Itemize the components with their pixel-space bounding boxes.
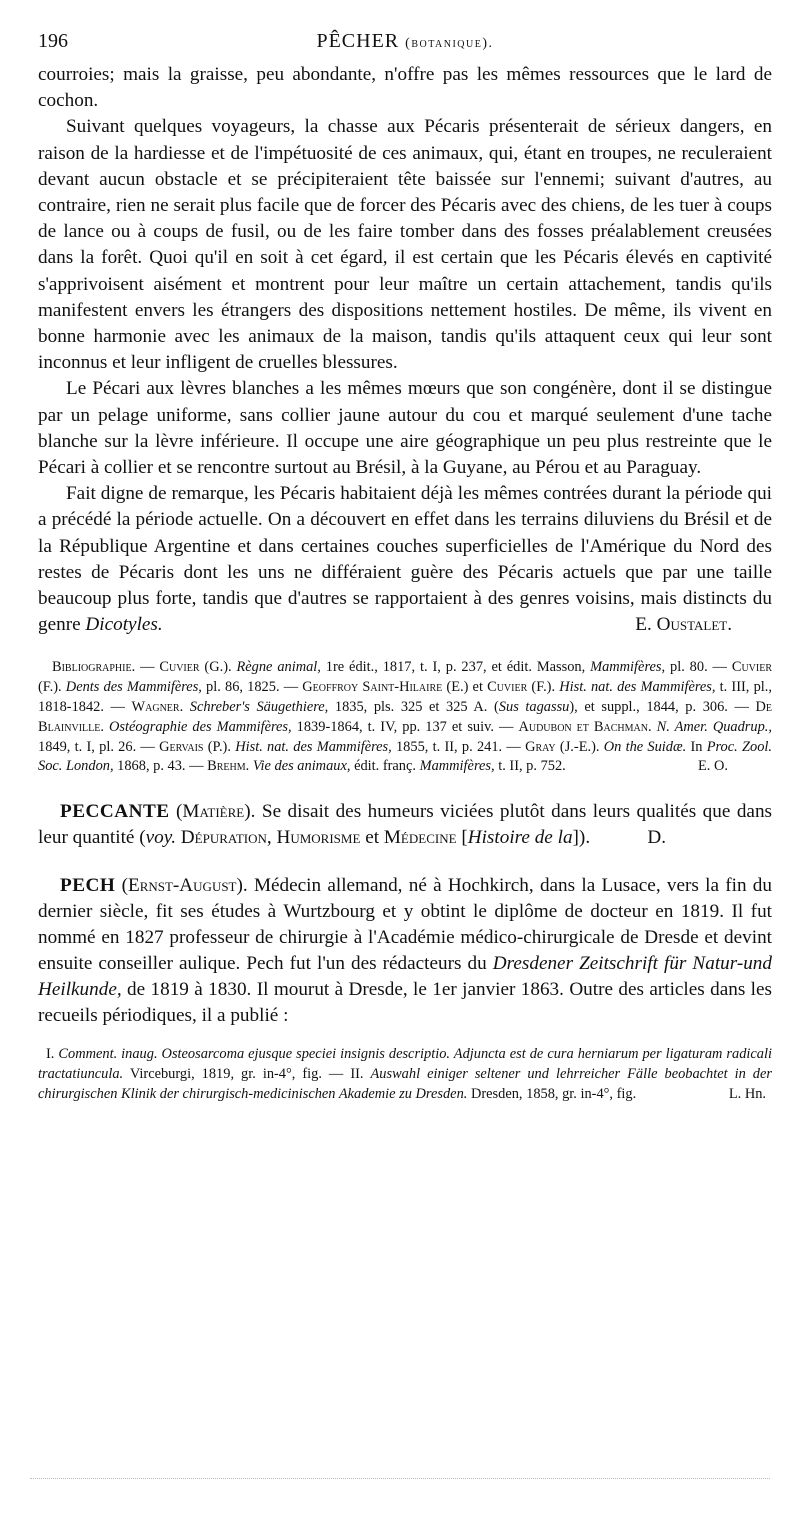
biblio-author: Gervais bbox=[159, 738, 204, 755]
biblio-author: Cuvier bbox=[159, 659, 200, 676]
entry-see: voy. bbox=[145, 827, 176, 849]
paragraph-3: Le Pécari aux lèvres blanches a les mêmes mœurs que son congénère, dont il se distingue par un pelage uniforme, sans collier jaune autour du cou et marqué seulement d'une tache blanche sur la lèvre inférieure. Il occupe une aire géographique un peu plus restreinte que le Pécari à collier et se rencontre surtout au Brésil, à la Guyane, au Pérou et au Paraguay. bbox=[38, 378, 772, 479]
biblio-title: Sus tagassu bbox=[498, 699, 570, 716]
page bbox=[38, 30, 772, 1105]
biblio-title: Hist. nat. des Mammifères, bbox=[235, 738, 392, 755]
biblio-text: 1855, t. II, p. 241. — bbox=[391, 738, 526, 755]
entry-text: , bbox=[266, 827, 277, 849]
entry-pech bbox=[38, 873, 772, 1029]
biblio-author: Cuvier bbox=[487, 679, 528, 696]
genus-name: Dicotyles. bbox=[85, 614, 163, 636]
biblio-text bbox=[183, 699, 190, 715]
cross-reference: Dépuration bbox=[180, 827, 267, 849]
biblio-title: Vie des animaux, bbox=[252, 758, 351, 775]
entry-text: ). Médecin allemand, né à Hochkirch, dans la Lusace, vers la fin du dernier siècle, fit ses études à Wurtzbourg et y obtint le diplôme de docteur en 1819. Il fut nommé en 1827 professeur de chirurgie à l'Académie médico-chirurgicale de Dresde et devint ensuite conseiller aulique. Pech fut l'un des rédacteurs du bbox=[38, 875, 772, 975]
entry-text: ( bbox=[115, 875, 128, 897]
works-list bbox=[38, 1045, 772, 1104]
entry-text: ). Se disait des humeurs viciées plutôt dans leurs qualités que dans leur quantité ( bbox=[38, 801, 773, 849]
entry-text: ( bbox=[169, 801, 183, 823]
journal-title: Dresdener Zeitschrift für Natur-und Heilkunde, bbox=[38, 953, 772, 1001]
bibliography bbox=[38, 658, 772, 777]
biblio-text: ), et suppl., 1844, p. 306. — bbox=[569, 699, 756, 716]
biblio-title: Mammifères, bbox=[419, 758, 495, 775]
entry-peccante bbox=[38, 799, 772, 851]
biblio-author: De Blainville. bbox=[38, 699, 772, 735]
biblio-title: On the Suidæ. bbox=[603, 738, 687, 755]
biblio-author: Audubon et Bachman. bbox=[518, 718, 652, 735]
biblio-title: Dents des Mammifères, bbox=[65, 679, 202, 696]
work-details: Dresden, 1858, gr. in-4°, fig. bbox=[467, 1085, 637, 1102]
biblio-text: In bbox=[686, 738, 707, 755]
entry-headword: PECH bbox=[60, 875, 116, 897]
footer-dotted-line bbox=[30, 1478, 770, 1479]
running-title bbox=[38, 30, 772, 53]
entry-text: et bbox=[360, 827, 384, 849]
bibliography-label: Bibliographie. bbox=[52, 659, 136, 676]
biblio-author: Geoffroy Saint-Hilaire bbox=[302, 679, 443, 696]
cross-reference-sub: Histoire de la bbox=[467, 827, 573, 849]
biblio-author: Cuvier bbox=[731, 659, 772, 676]
biblio-text: (F.). bbox=[38, 679, 66, 696]
biblio-author: Brehm. bbox=[207, 758, 250, 775]
cross-reference: Humorisme bbox=[276, 827, 361, 849]
work-number: II. bbox=[350, 1066, 371, 1083]
biblio-title: Schreber's Säugethiere, bbox=[189, 699, 329, 716]
entry-text: [ bbox=[456, 827, 468, 849]
author-signature: E. Oustalet. bbox=[635, 614, 732, 636]
work-title: Comment. inaug. Osteosarcoma ejusque speciei insignis descriptio. Adjuncta est de cura herniarum per ligaturam radicali tractatiuncula. bbox=[38, 1046, 772, 1083]
paragraph-2: Suivant quelques voyageurs, la chasse aux Pécaris présenterait de sérieux dangers, en raison de la hardiesse et de l'impétuosité de ces animaux, qui, étant en troupes, ne reculeraient devant aucun obstacle et se précipiteraient tête baissée sur l'ennemi; suivant d'autres, au contraire, rien ne serait plus facile que de forcer des Pécaris avec des chiens, de les tuer à coups de lance ou à coups de fusil, ou de les faire tomber dans des fosses préalablement creusées dans la forêt. Quoi qu'il en soit à cet égard, il est certain que les Pécaris élevés en captivité s'apprivoisent aisément et montrent pour leur maître un certain attachement, tandis qu'ils manifestent envers les étrangers des dispositions nettement hostiles. De même, ils vivent en bonne harmonie avec les animaux de la maison, tandis qu'ils attaquent ceux qui leur sont inconnus et leur infligent de cruelles blessures. bbox=[38, 116, 772, 374]
biblio-text: (P.). bbox=[203, 738, 236, 755]
paragraph-4 bbox=[38, 481, 772, 638]
biblio-text: (F.). bbox=[527, 679, 560, 696]
work-title: Auswahl einiger seltener und lehrreicher Fälle beobachtet in der chirurgischen Klinik der chirurgisch-medicinischen Akademie zu Dresden. bbox=[38, 1066, 772, 1102]
biblio-text: 1839-1864, t. IV, pp. 137 et suiv. — bbox=[291, 718, 519, 735]
biblio-title: Règne animal, bbox=[236, 659, 321, 676]
biblio-text: t. II, p. 752. bbox=[494, 758, 566, 775]
entry-text: ]). bbox=[572, 827, 591, 849]
biblio-title: Ostéographie des Mammifères, bbox=[109, 718, 292, 735]
person-name: Ernst-August bbox=[127, 875, 237, 897]
biblio-title: Proc. Zool. Soc. London, bbox=[38, 738, 772, 775]
biblio-text: pl. 80. — bbox=[665, 659, 732, 676]
biblio-text: (E.) et bbox=[442, 679, 488, 696]
entry-signature: D. bbox=[647, 827, 666, 849]
biblio-title: Hist. nat. des Mammifères, bbox=[559, 679, 716, 696]
biblio-text: 1re édit., 1817, t. I, p. 237, et édit. Masson, bbox=[320, 659, 591, 676]
entry-text: de 1819 à 1830. Il mourut à Dresde, le 1er janvier 1863. Outre des articles dans les recueils périodiques, il a publié : bbox=[38, 979, 772, 1027]
biblio-title: Mammifères, bbox=[590, 659, 666, 676]
entry-headword: PECCANTE bbox=[60, 801, 170, 823]
biblio-text: 1868, p. 43. — bbox=[113, 758, 208, 775]
biblio-text: édit. franç. bbox=[350, 758, 420, 775]
biblio-title: N. Amer. Quadrup., bbox=[656, 718, 772, 735]
biblio-author: Gray bbox=[525, 738, 556, 755]
article-body bbox=[38, 62, 772, 638]
page-number: 196 bbox=[38, 30, 68, 52]
running-title-main: PÊCHER bbox=[316, 30, 400, 52]
cross-reference: Médecine bbox=[383, 827, 457, 849]
running-title-sub: (botanique). bbox=[405, 36, 494, 51]
bibliography-signature: E. O. bbox=[698, 758, 728, 775]
biblio-text: 1849, t. I, pl. 26. — bbox=[38, 738, 160, 755]
biblio-text: (J.-E.). bbox=[555, 738, 604, 755]
page-header bbox=[38, 30, 772, 62]
biblio-text: (G.). bbox=[199, 659, 237, 676]
work-details: Virceburgi, 1819, gr. in-4°, fig. — bbox=[123, 1066, 351, 1083]
biblio-text: — bbox=[135, 659, 160, 676]
paragraph-4-text: Fait digne de remarque, les Pécaris habitaient déjà les mêmes contrées durant la période qui a précédé la période actuelle. On a découvert en effet dans les terrains diluviens du Brésil et de la République Argentine et dans certaines couches superficielles de l'Amérique du Nord des restes de Pécaris dont les uns ne différaient guère des Pécaris actuels que par une taille beaucoup plus forte, tandis que d'autres se rapportaient à des genres voisins, mais distincts du genre bbox=[38, 483, 772, 636]
biblio-text: 1835, pls. 325 et 325 A. ( bbox=[328, 699, 499, 716]
biblio-text: t. III, pl., 1818-1842. — bbox=[38, 679, 772, 716]
biblio-author: Wagner. bbox=[131, 699, 184, 716]
work-number: I. bbox=[46, 1046, 59, 1063]
biblio-text: pl. 86, 1825. — bbox=[201, 679, 303, 696]
paragraph-1: courroies; mais la graisse, peu abondante, n'offre pas les mêmes ressources que le lard de cochon. bbox=[38, 64, 772, 112]
entry-domain: Matière bbox=[182, 801, 245, 823]
works-signature: L. Hn. bbox=[728, 1085, 766, 1102]
